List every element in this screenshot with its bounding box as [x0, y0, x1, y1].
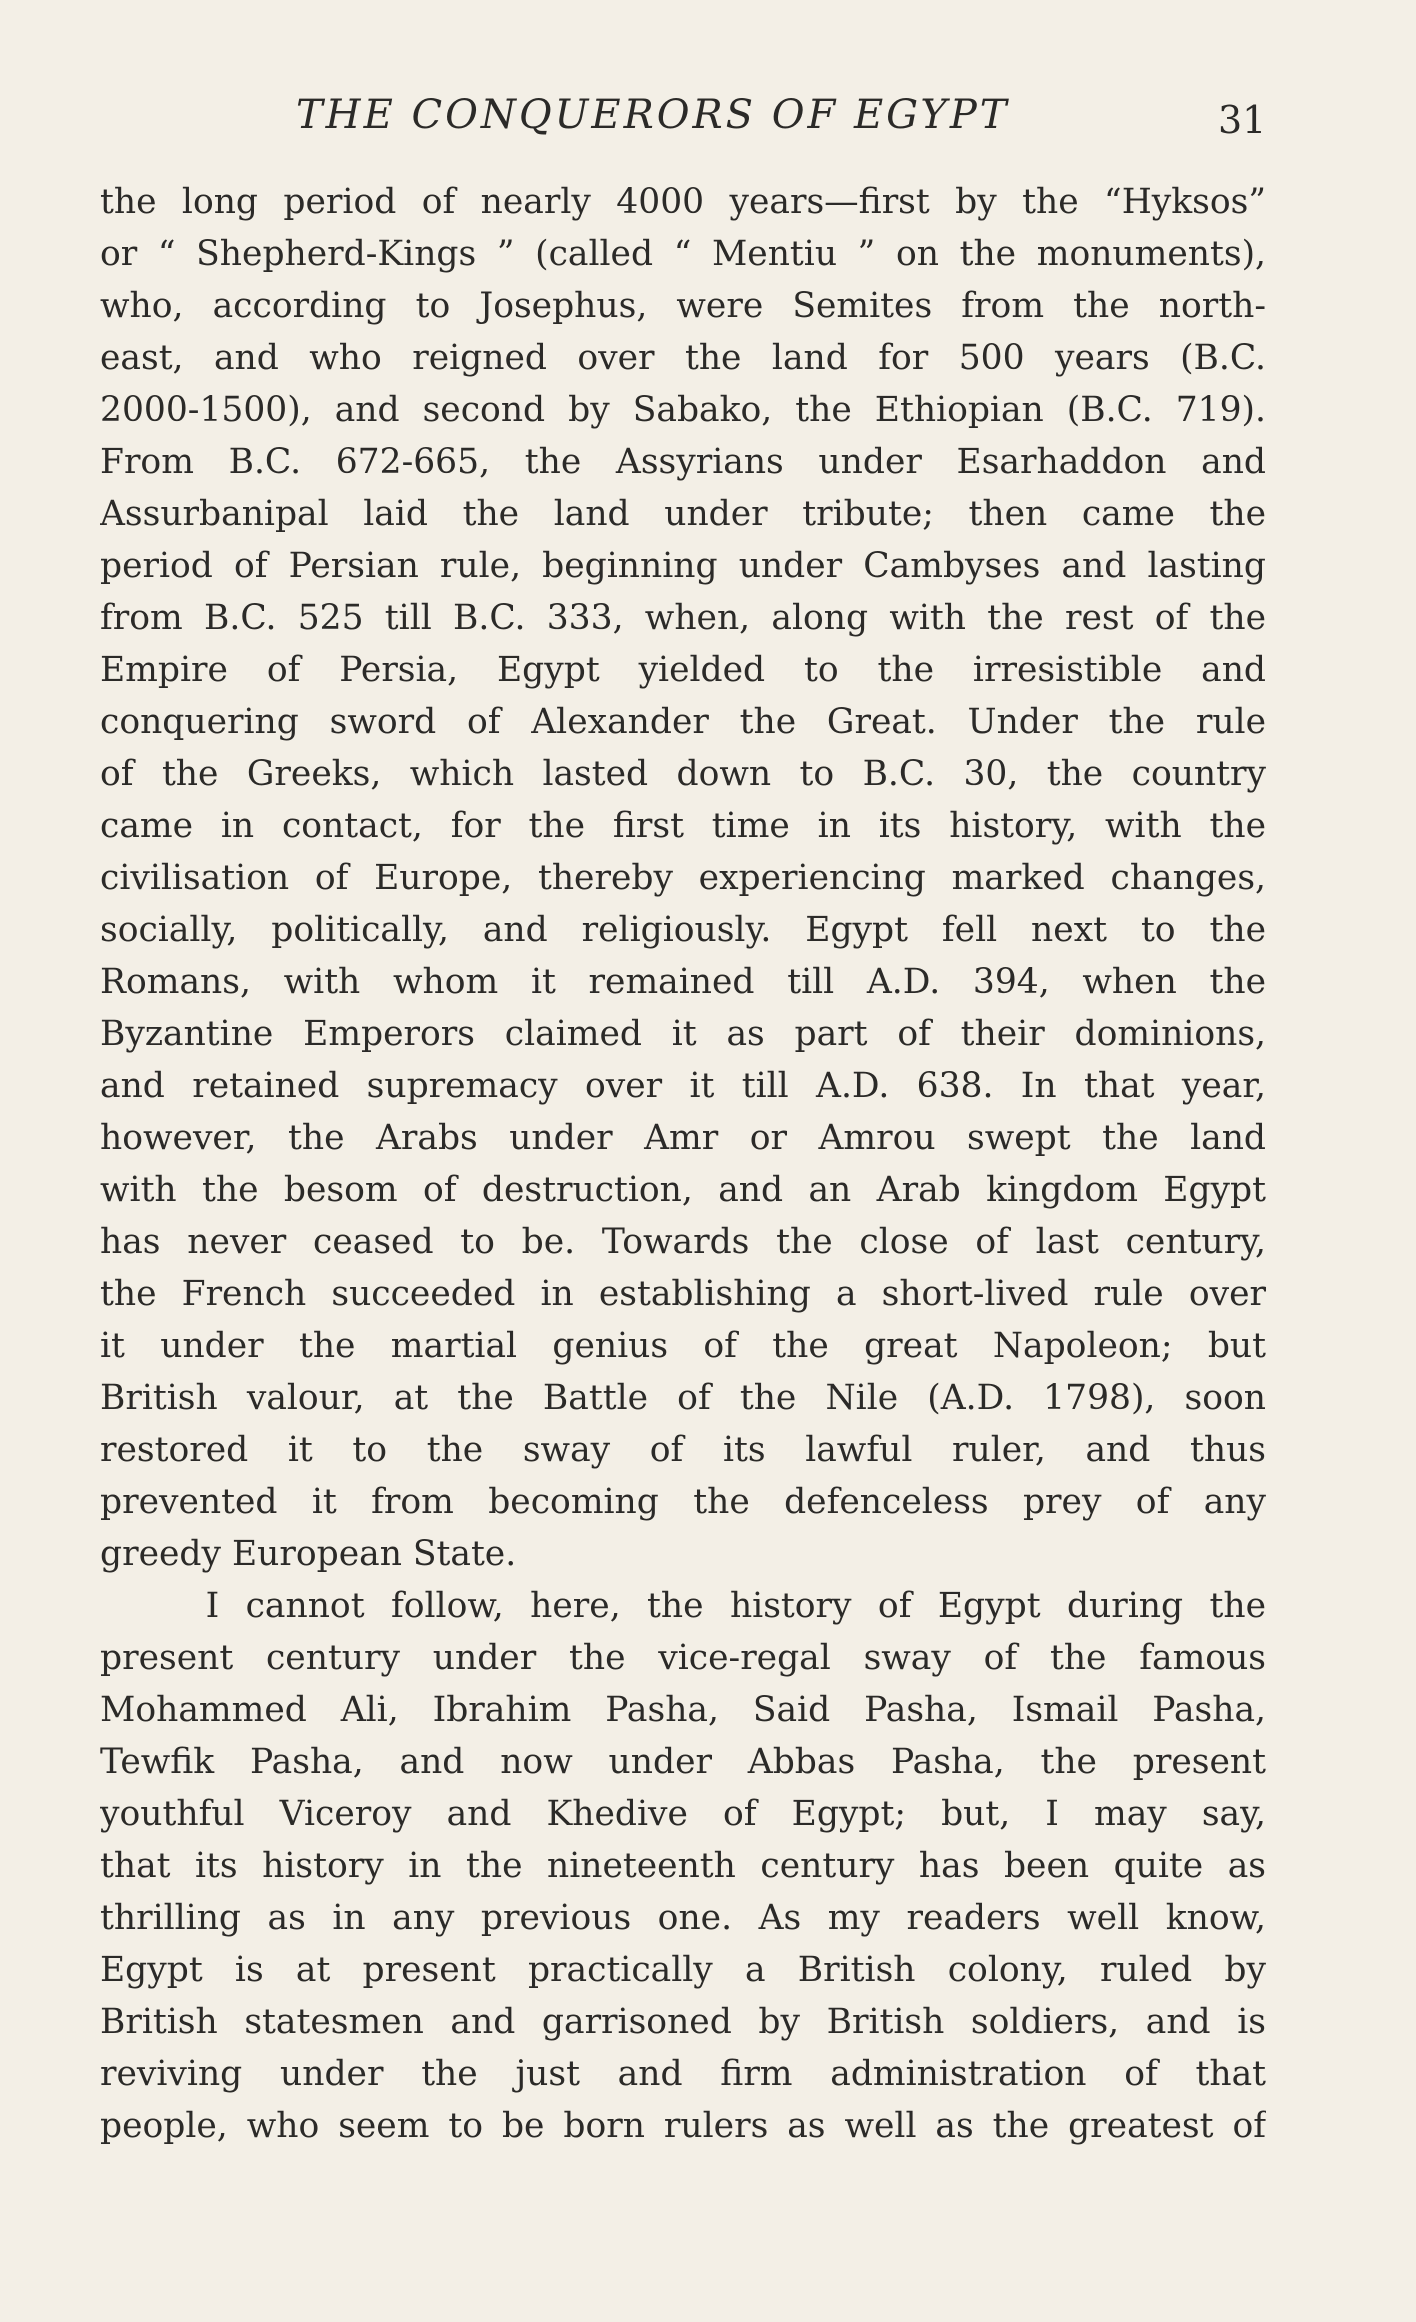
- text-line: prevented it from becoming the defenceless prey of any: [100, 1482, 1266, 1522]
- text-line: however, the Arabs under Amr or Amrou swept the land: [100, 1118, 1266, 1158]
- text-line: restored it to the sway of its lawful ruler, and thus: [100, 1430, 1266, 1470]
- text-line: with the besom of destruction, and an Arab kingdom Egypt: [100, 1170, 1266, 1210]
- text-line: Empire of Persia, Egypt yielded to the irresistible and: [100, 650, 1266, 690]
- text-line: has never ceased to be. Towards the close of last century,: [100, 1222, 1266, 1262]
- text-line: Assurbanipal laid the land under tribute; then came the: [100, 494, 1266, 534]
- text-line: 2000-1500), and second by Sabako, the Ethiopian (B.C. 719).: [100, 390, 1266, 430]
- text-line: thrilling as in any previous one. As my readers well know,: [100, 1898, 1266, 1938]
- text-line: and retained supremacy over it till A.D. 638. In that year,: [100, 1066, 1266, 1106]
- text-line: British statesmen and garrisoned by British soldiers, and is: [100, 2002, 1266, 2042]
- text-line: it under the martial genius of the great Napoleon; but: [100, 1326, 1266, 1366]
- text-line: conquering sword of Alexander the Great. Under the rule: [100, 702, 1266, 742]
- text-line: people, who seem to be born rulers as well as the greatest of: [100, 2106, 1266, 2146]
- body-text: [100, 176, 1266, 2152]
- paragraph-2: [100, 1580, 1266, 2152]
- text-line: Tewfik Pasha, and now under Abbas Pasha, the present: [100, 1742, 1266, 1782]
- text-line: from B.C. 525 till B.C. 333, when, along with the rest of the: [100, 598, 1266, 638]
- text-line: youthful Viceroy and Khedive of Egypt; but, I may say,: [100, 1794, 1266, 1834]
- text-line: or “ Shepherd-Kings ” (called “ Mentiu ” on the monuments),: [100, 234, 1266, 274]
- text-line: Romans, with whom it remained till A.D. 394, when the: [100, 962, 1266, 1002]
- text-line: Mohammed Ali, Ibrahim Pasha, Said Pasha, Ismail Pasha,: [100, 1690, 1266, 1730]
- text-line: the long period of nearly 4000 years—first by the “Hyksos”: [100, 182, 1266, 222]
- text-line: of the Greeks, which lasted down to B.C. 30, the country: [100, 754, 1266, 794]
- text-line: civilisation of Europe, thereby experiencing marked changes,: [100, 858, 1266, 898]
- text-line: I cannot follow, here, the history of Egypt during the: [100, 1586, 1266, 1626]
- text-line: that its history in the nineteenth century has been quite as: [100, 1846, 1266, 1886]
- text-line: socially, politically, and religiously. Egypt fell next to the: [100, 910, 1266, 950]
- text-line: British valour, at the Battle of the Nile (A.D. 1798), soon: [100, 1378, 1266, 1418]
- text-line: period of Persian rule, beginning under Cambyses and lasting: [100, 546, 1266, 586]
- text-line: who, according to Josephus, were Semites from the north-: [100, 286, 1266, 326]
- page-number: 31: [1218, 98, 1267, 142]
- text-line: reviving under the just and firm administration of that: [100, 2054, 1266, 2094]
- text-line: the French succeeded in establishing a short-lived rule over: [100, 1274, 1266, 1314]
- text-line: greedy European State.: [100, 1534, 517, 1574]
- text-line: came in contact, for the first time in its history, with the: [100, 806, 1266, 846]
- running-title: THE CONQUERORS OF EGYPT: [296, 92, 1010, 138]
- text-line: present century under the vice-regal sway of the famous: [100, 1638, 1266, 1678]
- text-line: Egypt is at present practically a British colony, ruled by: [100, 1950, 1266, 1990]
- paragraph-1: [100, 176, 1266, 1580]
- text-line: From B.C. 672-665, the Assyrians under Esarhaddon and: [100, 442, 1266, 482]
- text-line: Byzantine Emperors claimed it as part of their dominions,: [100, 1014, 1266, 1054]
- text-line: east, and who reigned over the land for 500 years (B.C.: [100, 338, 1266, 378]
- page-header: [0, 92, 1416, 142]
